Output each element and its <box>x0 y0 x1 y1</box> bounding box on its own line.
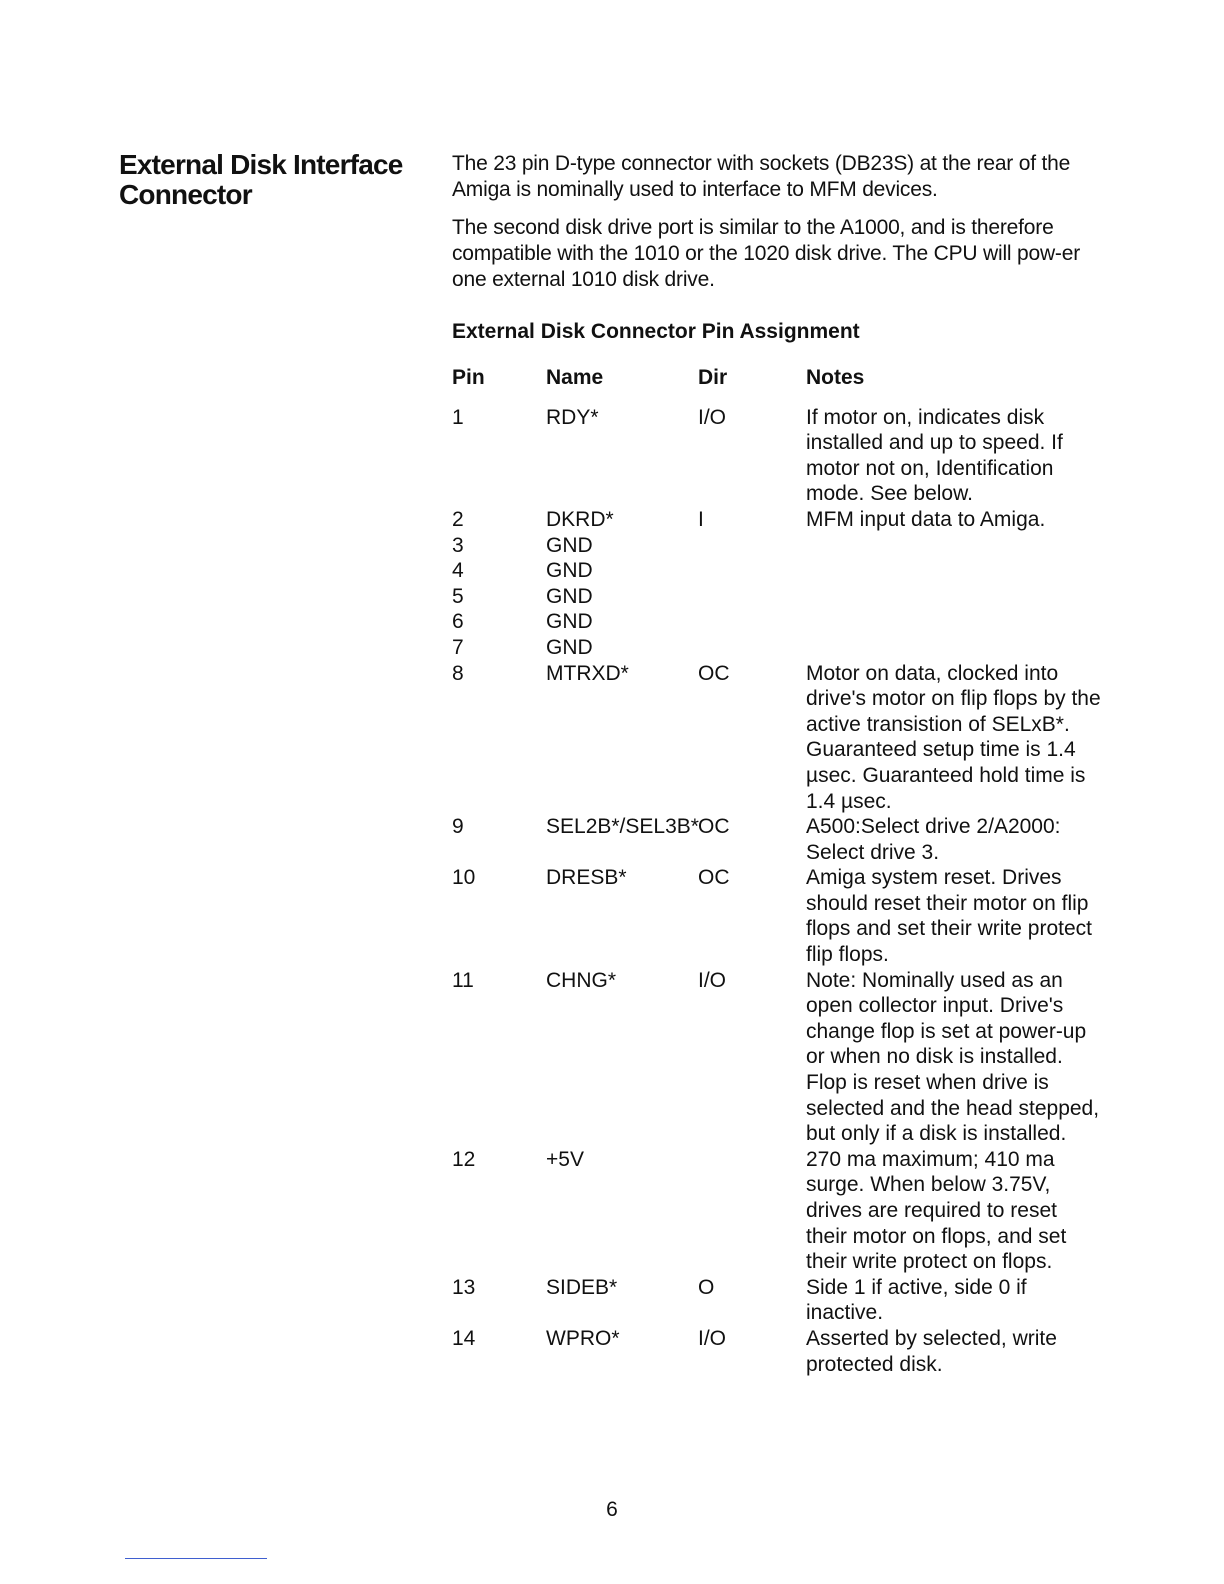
main-column <box>452 151 1102 1377</box>
notes-cell: 270 ma maximum; 410 ma surge. When below 3.75V, drives are required to reset their motor on flops, and set their write protect on flops. <box>806 1147 1067 1274</box>
dir-cell: OC <box>698 661 730 685</box>
notes-cell: Amiga system reset. Drives should reset their motor on flip flops and set their write protect flip flops. <box>806 866 1092 967</box>
dir-cell: I/O <box>698 968 727 992</box>
name-cell: WPRO* <box>546 1326 620 1350</box>
notes-cell: Asserted by selected, write protected disk. <box>806 1326 1057 1376</box>
table-row <box>452 558 1102 584</box>
dir-cell <box>698 558 806 584</box>
page-number: 6 <box>606 1498 618 1521</box>
section-heading: External Disk Interface Connector <box>119 149 403 210</box>
header-notes: Notes <box>806 366 865 389</box>
notes-cell <box>806 558 1102 584</box>
pin-cell: 2 <box>452 507 464 531</box>
name-cell: DKRD* <box>546 507 614 531</box>
dir-cell <box>698 1147 806 1275</box>
dir-cell <box>698 584 806 610</box>
pin-cell: 14 <box>452 1326 476 1350</box>
notes-cell: Side 1 if active, side 0 if inactive. <box>806 1275 1027 1325</box>
notes-cell <box>806 584 1102 610</box>
pin-cell: 4 <box>452 559 464 583</box>
table-row <box>452 507 1102 533</box>
name-cell: RDY* <box>546 405 599 429</box>
dir-cell <box>698 533 806 559</box>
pin-cell: 6 <box>452 610 464 634</box>
name-cell: MTRXD* <box>546 661 629 685</box>
pin-cell: 11 <box>452 968 474 992</box>
notes-cell: A500:Select drive 2/A2000: Select drive 3. <box>806 815 1061 864</box>
name-cell: GND <box>546 584 593 608</box>
table-row <box>452 814 1102 865</box>
table-row <box>452 661 1102 815</box>
table-row <box>452 1147 1102 1275</box>
dir-cell <box>698 635 806 661</box>
intro-paragraph-2: The second disk drive port is similar to the A1000, and is therefore compatible with the 1010 or the 1020 disk drive. The CPU will pow-er one external 1010 disk drive. <box>452 216 1080 291</box>
pin-cell: 3 <box>452 533 464 557</box>
notes-cell: If motor on, indicates disk installed and up to speed. If motor not on, Identification mode. See below. <box>806 405 1063 506</box>
name-cell: GND <box>546 559 593 583</box>
table-header-row <box>452 365 1102 391</box>
table-row <box>452 1275 1102 1326</box>
footer-rule <box>125 1558 267 1559</box>
pin-cell: 12 <box>452 1147 476 1171</box>
dir-cell: OC <box>698 866 730 890</box>
name-cell: SIDEB* <box>546 1275 618 1299</box>
table-row <box>452 584 1102 610</box>
pin-cell: 9 <box>452 815 464 839</box>
table-row <box>452 533 1102 559</box>
notes-cell: Motor on data, clocked into drive's motor on flip flops by the active transistion of SELxB*. Guaranteed setup time is 1.4 µsec. Guaranteed hold time is 1.4 µsec. <box>806 661 1101 813</box>
name-cell: CHNG* <box>546 968 617 992</box>
dir-cell: OC <box>698 815 730 839</box>
pin-assignment-table <box>452 365 1102 1377</box>
table-title: External Disk Connector Pin Assignment <box>452 320 860 343</box>
notes-cell: Note: Nominally used as an open collector input. Drive's change flop is set at power-up or when no disk is installed. Flop is reset when drive is selected and the head stepped, but only if a disk is installed. <box>806 968 1100 1146</box>
name-cell: +5V <box>546 1147 584 1171</box>
table-row <box>452 865 1102 967</box>
pin-cell: 10 <box>452 866 476 890</box>
notes-cell <box>806 609 1102 635</box>
pin-cell: 5 <box>452 584 464 608</box>
dir-cell: I/O <box>698 405 727 429</box>
header-dir: Dir <box>698 366 728 389</box>
dir-cell <box>698 609 806 635</box>
dir-cell: I/O <box>698 1326 727 1350</box>
pin-cell: 8 <box>452 661 464 685</box>
pin-cell: 1 <box>452 405 464 429</box>
header-name: Name <box>546 366 604 389</box>
table-row <box>452 635 1102 661</box>
dir-cell: I <box>698 507 704 531</box>
table-row <box>452 1326 1102 1377</box>
pin-cell: 13 <box>452 1275 476 1299</box>
dir-cell: O <box>698 1275 715 1299</box>
header-pin: Pin <box>452 366 485 389</box>
table-row <box>452 405 1102 507</box>
notes-cell <box>806 635 1102 661</box>
notes-cell <box>806 533 1102 559</box>
table-row <box>452 609 1102 635</box>
name-cell: GND <box>546 533 593 557</box>
name-cell: GND <box>546 610 593 634</box>
name-cell: SEL2B*/SEL3B* <box>546 815 699 839</box>
pin-cell: 7 <box>452 635 464 659</box>
table-row <box>452 968 1102 1147</box>
notes-cell: MFM input data to Amiga. <box>806 507 1046 531</box>
name-cell: GND <box>546 635 593 659</box>
intro-paragraph-1: The 23 pin D-type connector with sockets (DB23S) at the rear of the Amiga is nominally used to interface to MFM devices. <box>452 152 1071 201</box>
name-cell: DRESB* <box>546 866 627 890</box>
